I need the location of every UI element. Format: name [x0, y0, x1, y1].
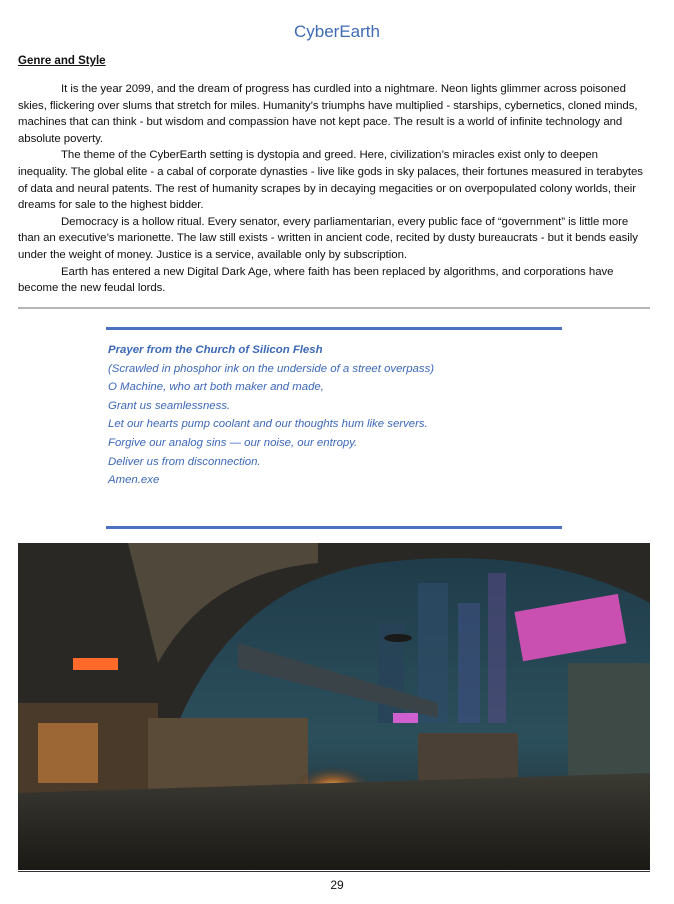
prayer-line: Forgive our analog sins — our noise, our entropy.	[108, 436, 358, 449]
paragraph: Democracy is a hollow ritual. Every senator, every parliamentarian, every public face of “government” is little more than an executive’s marionette. The law still exists - written in ancient code, recited by dusty bureaucrats - but it bends easily under the weight of money. Justice is a service, available only by subscription.	[18, 215, 638, 261]
quote-top-border	[106, 327, 562, 330]
section-heading: Genre and Style	[18, 55, 106, 67]
prayer-line: (Scrawled in phosphor ink on the underside of a street overpass)	[108, 362, 435, 375]
prayer-line: Deliver us from disconnection.	[108, 455, 261, 468]
image-border-line	[18, 871, 650, 872]
body-text	[18, 81, 648, 297]
prayer-line: Let our hearts pump coolant and our thoughts hum like servers.	[108, 418, 428, 431]
horizontal-rule	[18, 307, 650, 309]
quote-bottom-border	[106, 526, 562, 529]
page-title: CyberEarth	[294, 22, 380, 41]
paragraph: It is the year 2099, and the dream of progress has curdled into a nightmare. Neon lights glimmer across poisoned skies, flickering over slums that stretch for miles. Humanity’s triumphs have multiplied - starships, cybernetics, cloned minds, machines that can think - but wisdom and compassion have not kept pace. The result is a world of infinite technology and absolute poverty.	[18, 83, 638, 145]
prayer-line: Amen.exe	[108, 474, 160, 487]
prayer-title: Prayer from the Church of Silicon Flesh	[108, 344, 323, 356]
paragraph: The theme of the CyberEarth setting is dystopia and greed. Here, civilization’s miracles exist only to deepen inequality. The global elite - a cabal of corporate dynasties - live like gods in sky palaces, their fortunes measured in terabytes of data and neural patents. The rest of humanity scrapes by in decaying megacities or on overpopulated colony worlds, their dreams for sale to the highest bidder.	[18, 149, 643, 212]
prayer-line: O Machine, who art both maker and made,	[108, 381, 324, 394]
page-number: 29	[330, 878, 344, 892]
paragraph: Earth has entered a new Digital Dark Age, where faith has been replaced by algorithms, and corporations have become the new feudal lords.	[18, 265, 614, 295]
cyberpunk-slum-illustration	[18, 543, 650, 870]
prayer-quote	[108, 341, 434, 490]
prayer-line: Grant us seamlessness.	[108, 399, 231, 412]
